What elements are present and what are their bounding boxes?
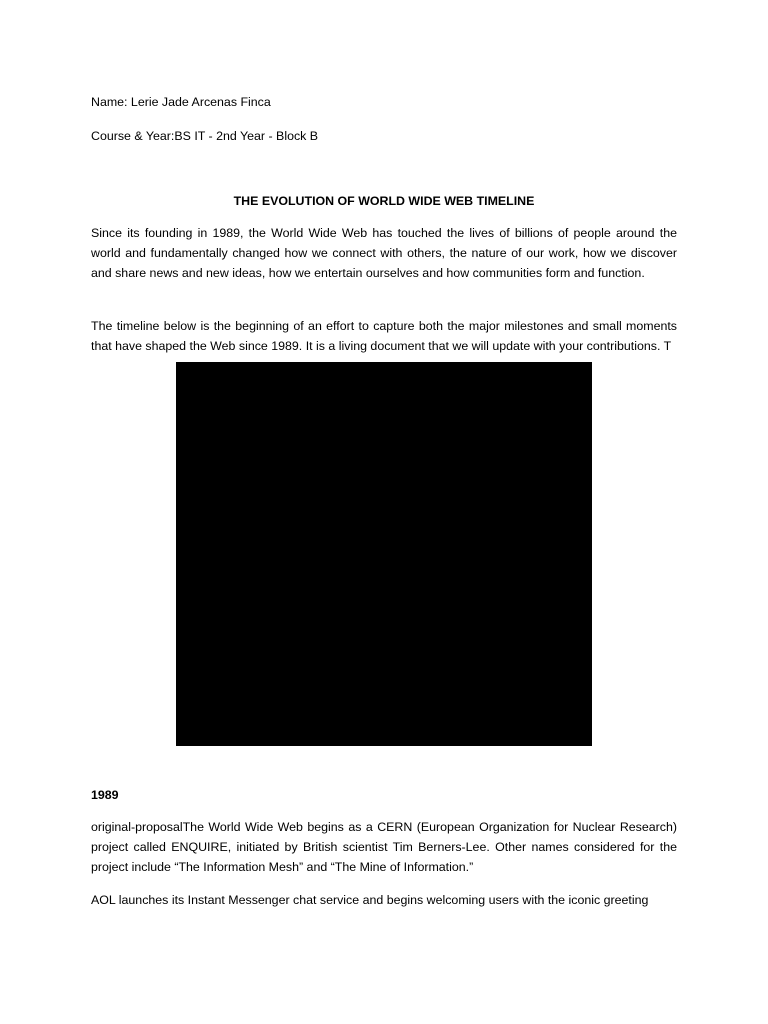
aol-paragraph: AOL launches its Instant Messenger chat service and begins welcoming users with the iconic greeting	[91, 893, 649, 907]
intro-paragraph: Since its founding in 1989, the World Wide Web has touched the lives of billions of people around the world and fundamentally changed how we connect with others, the nature of our work, how we discover and share news and new ideas, how we entertain ourselves and how communities form and function.	[91, 226, 677, 280]
name-line: Name: Lerie Jade Arcenas Finca	[91, 95, 271, 109]
course-year-line: Course & Year:BS IT - 2nd Year - Block B	[91, 129, 319, 143]
redacted-image-block	[176, 362, 592, 746]
year-heading-1989: 1989	[91, 788, 119, 802]
year-1989-paragraph: original-proposalThe World Wide Web begins as a CERN (European Organization for Nuclear Research) project called ENQUIRE, initiated by British scientist Tim Berners-Lee. Other names considered for the project include “The Information Mesh” and “The Mine of Information.”	[91, 820, 677, 874]
timeline-intro-paragraph: The timeline below is the beginning of an effort to capture both the major milestones and small moments that have shaped the Web since 1989. It is a living document that we will update with your contributions. T	[91, 319, 677, 353]
page-title: THE EVOLUTION OF WORLD WIDE WEB TIMELINE	[233, 194, 535, 208]
